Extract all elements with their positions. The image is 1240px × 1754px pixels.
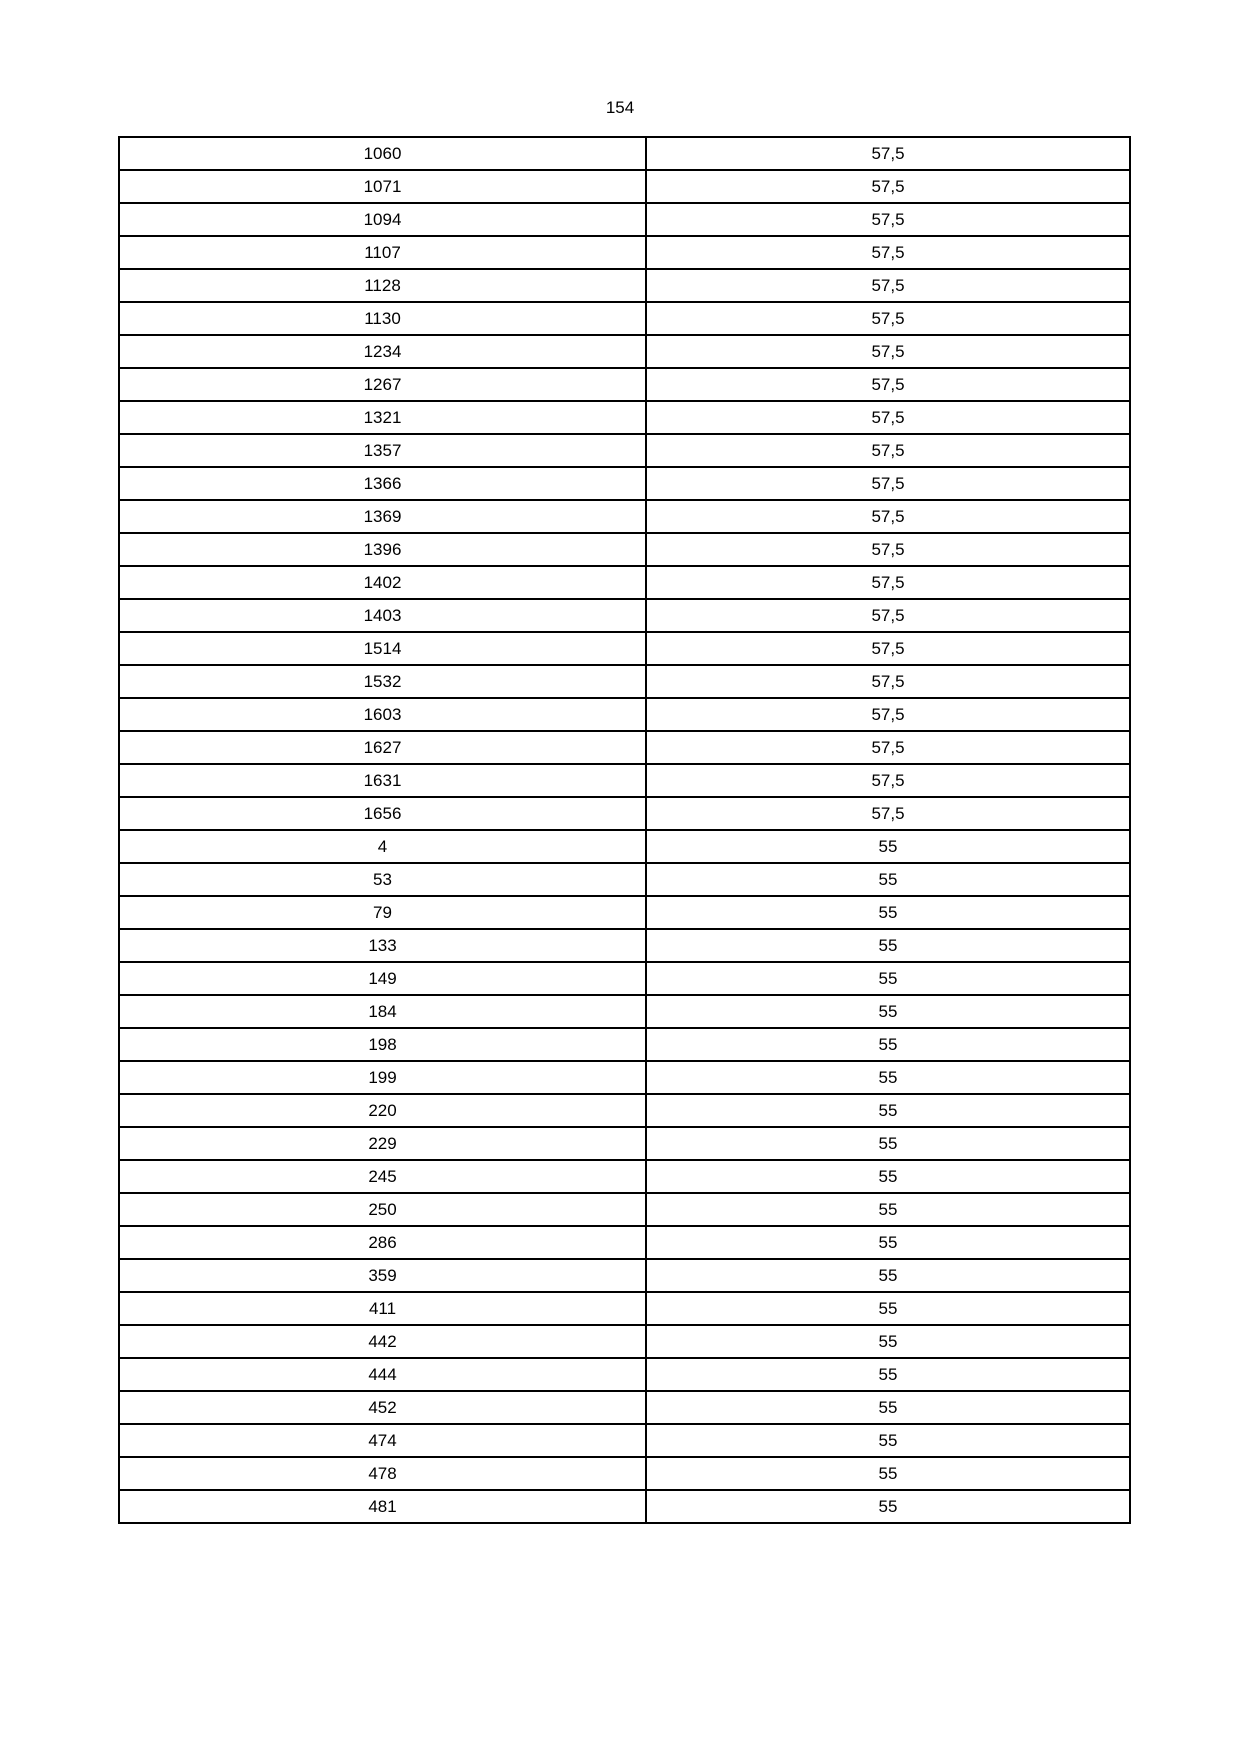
number-cell: 1321 [119, 401, 646, 434]
table-row [119, 1391, 1130, 1424]
value-cell: 55 [646, 1028, 1130, 1061]
table-row [119, 1061, 1130, 1094]
number-cell: 184 [119, 995, 646, 1028]
value-cell: 57,5 [646, 368, 1130, 401]
value-cell: 57,5 [646, 467, 1130, 500]
value-cell: 57,5 [646, 137, 1130, 170]
table-row [119, 302, 1130, 335]
value-cell: 57,5 [646, 401, 1130, 434]
number-cell: 1631 [119, 764, 646, 797]
table-row [119, 1160, 1130, 1193]
value-cell: 55 [646, 929, 1130, 962]
number-cell: 245 [119, 1160, 646, 1193]
number-cell: 481 [119, 1490, 646, 1523]
number-cell: 1060 [119, 137, 646, 170]
number-cell: 1366 [119, 467, 646, 500]
table-row [119, 269, 1130, 302]
value-cell: 57,5 [646, 335, 1130, 368]
table-row [119, 1028, 1130, 1061]
value-cell: 55 [646, 962, 1130, 995]
value-cell: 55 [646, 1358, 1130, 1391]
table-row [119, 170, 1130, 203]
table-row [119, 137, 1130, 170]
table-row [119, 764, 1130, 797]
value-cell: 57,5 [646, 434, 1130, 467]
table-row [119, 1325, 1130, 1358]
table-row [119, 665, 1130, 698]
table-row [119, 1457, 1130, 1490]
number-cell: 1532 [119, 665, 646, 698]
value-cell: 57,5 [646, 533, 1130, 566]
number-cell: 1396 [119, 533, 646, 566]
table-row [119, 863, 1130, 896]
table-row [119, 566, 1130, 599]
value-cell: 55 [646, 1391, 1130, 1424]
value-cell: 57,5 [646, 797, 1130, 830]
number-cell: 474 [119, 1424, 646, 1457]
table-row [119, 1358, 1130, 1391]
value-cell: 55 [646, 863, 1130, 896]
number-cell: 442 [119, 1325, 646, 1358]
number-cell: 1403 [119, 599, 646, 632]
number-cell: 1107 [119, 236, 646, 269]
value-cell: 55 [646, 1259, 1130, 1292]
value-cell: 55 [646, 830, 1130, 863]
number-cell: 1627 [119, 731, 646, 764]
number-cell: 220 [119, 1094, 646, 1127]
table-row [119, 896, 1130, 929]
number-cell: 1267 [119, 368, 646, 401]
value-cell: 57,5 [646, 698, 1130, 731]
table-row [119, 434, 1130, 467]
value-cell: 57,5 [646, 599, 1130, 632]
table-row [119, 1424, 1130, 1457]
value-cell: 57,5 [646, 203, 1130, 236]
number-cell: 1130 [119, 302, 646, 335]
value-cell: 57,5 [646, 731, 1130, 764]
data-table [118, 136, 1131, 1524]
number-cell: 199 [119, 1061, 646, 1094]
table-row [119, 236, 1130, 269]
table-row [119, 929, 1130, 962]
table-row [119, 830, 1130, 863]
number-cell: 133 [119, 929, 646, 962]
value-cell: 57,5 [646, 302, 1130, 335]
value-cell: 55 [646, 1061, 1130, 1094]
table-row [119, 1226, 1130, 1259]
value-cell: 57,5 [646, 500, 1130, 533]
value-cell: 57,5 [646, 665, 1130, 698]
number-cell: 1603 [119, 698, 646, 731]
number-cell: 444 [119, 1358, 646, 1391]
table-row [119, 962, 1130, 995]
table-row [119, 1490, 1130, 1523]
value-cell: 55 [646, 1226, 1130, 1259]
number-cell: 411 [119, 1292, 646, 1325]
number-cell: 1357 [119, 434, 646, 467]
number-cell: 198 [119, 1028, 646, 1061]
value-cell: 57,5 [646, 566, 1130, 599]
table-body [119, 137, 1130, 1523]
value-cell: 55 [646, 1193, 1130, 1226]
table-row [119, 731, 1130, 764]
table-row [119, 995, 1130, 1028]
table-row [119, 632, 1130, 665]
table-row [119, 797, 1130, 830]
number-cell: 1071 [119, 170, 646, 203]
value-cell: 55 [646, 995, 1130, 1028]
number-cell: 79 [119, 896, 646, 929]
number-cell: 1656 [119, 797, 646, 830]
value-cell: 55 [646, 1292, 1130, 1325]
value-cell: 55 [646, 1094, 1130, 1127]
table-row [119, 1193, 1130, 1226]
value-cell: 55 [646, 1490, 1130, 1523]
number-cell: 1402 [119, 566, 646, 599]
number-cell: 452 [119, 1391, 646, 1424]
table-row [119, 335, 1130, 368]
table-row [119, 698, 1130, 731]
table-row [119, 1094, 1130, 1127]
number-cell: 359 [119, 1259, 646, 1292]
table-row [119, 401, 1130, 434]
number-cell: 1094 [119, 203, 646, 236]
number-cell: 250 [119, 1193, 646, 1226]
number-cell: 53 [119, 863, 646, 896]
number-cell: 286 [119, 1226, 646, 1259]
value-cell: 55 [646, 1424, 1130, 1457]
number-cell: 1514 [119, 632, 646, 665]
page-number: 154 [605, 98, 635, 117]
table-row [119, 1127, 1130, 1160]
value-cell: 55 [646, 1127, 1130, 1160]
table-row [119, 533, 1130, 566]
number-cell: 1369 [119, 500, 646, 533]
table-row [119, 203, 1130, 236]
table-row [119, 1259, 1130, 1292]
value-cell: 55 [646, 1457, 1130, 1490]
value-cell: 55 [646, 1325, 1130, 1358]
value-cell: 57,5 [646, 632, 1130, 665]
value-cell: 57,5 [646, 236, 1130, 269]
value-cell: 55 [646, 896, 1130, 929]
value-cell: 57,5 [646, 170, 1130, 203]
number-cell: 4 [119, 830, 646, 863]
table-row [119, 599, 1130, 632]
value-cell: 57,5 [646, 269, 1130, 302]
value-cell: 55 [646, 1160, 1130, 1193]
table-row [119, 368, 1130, 401]
table-row [119, 1292, 1130, 1325]
table-row [119, 500, 1130, 533]
number-cell: 1234 [119, 335, 646, 368]
value-cell: 57,5 [646, 764, 1130, 797]
number-cell: 149 [119, 962, 646, 995]
table-row [119, 467, 1130, 500]
number-cell: 1128 [119, 269, 646, 302]
number-cell: 229 [119, 1127, 646, 1160]
number-cell: 478 [119, 1457, 646, 1490]
